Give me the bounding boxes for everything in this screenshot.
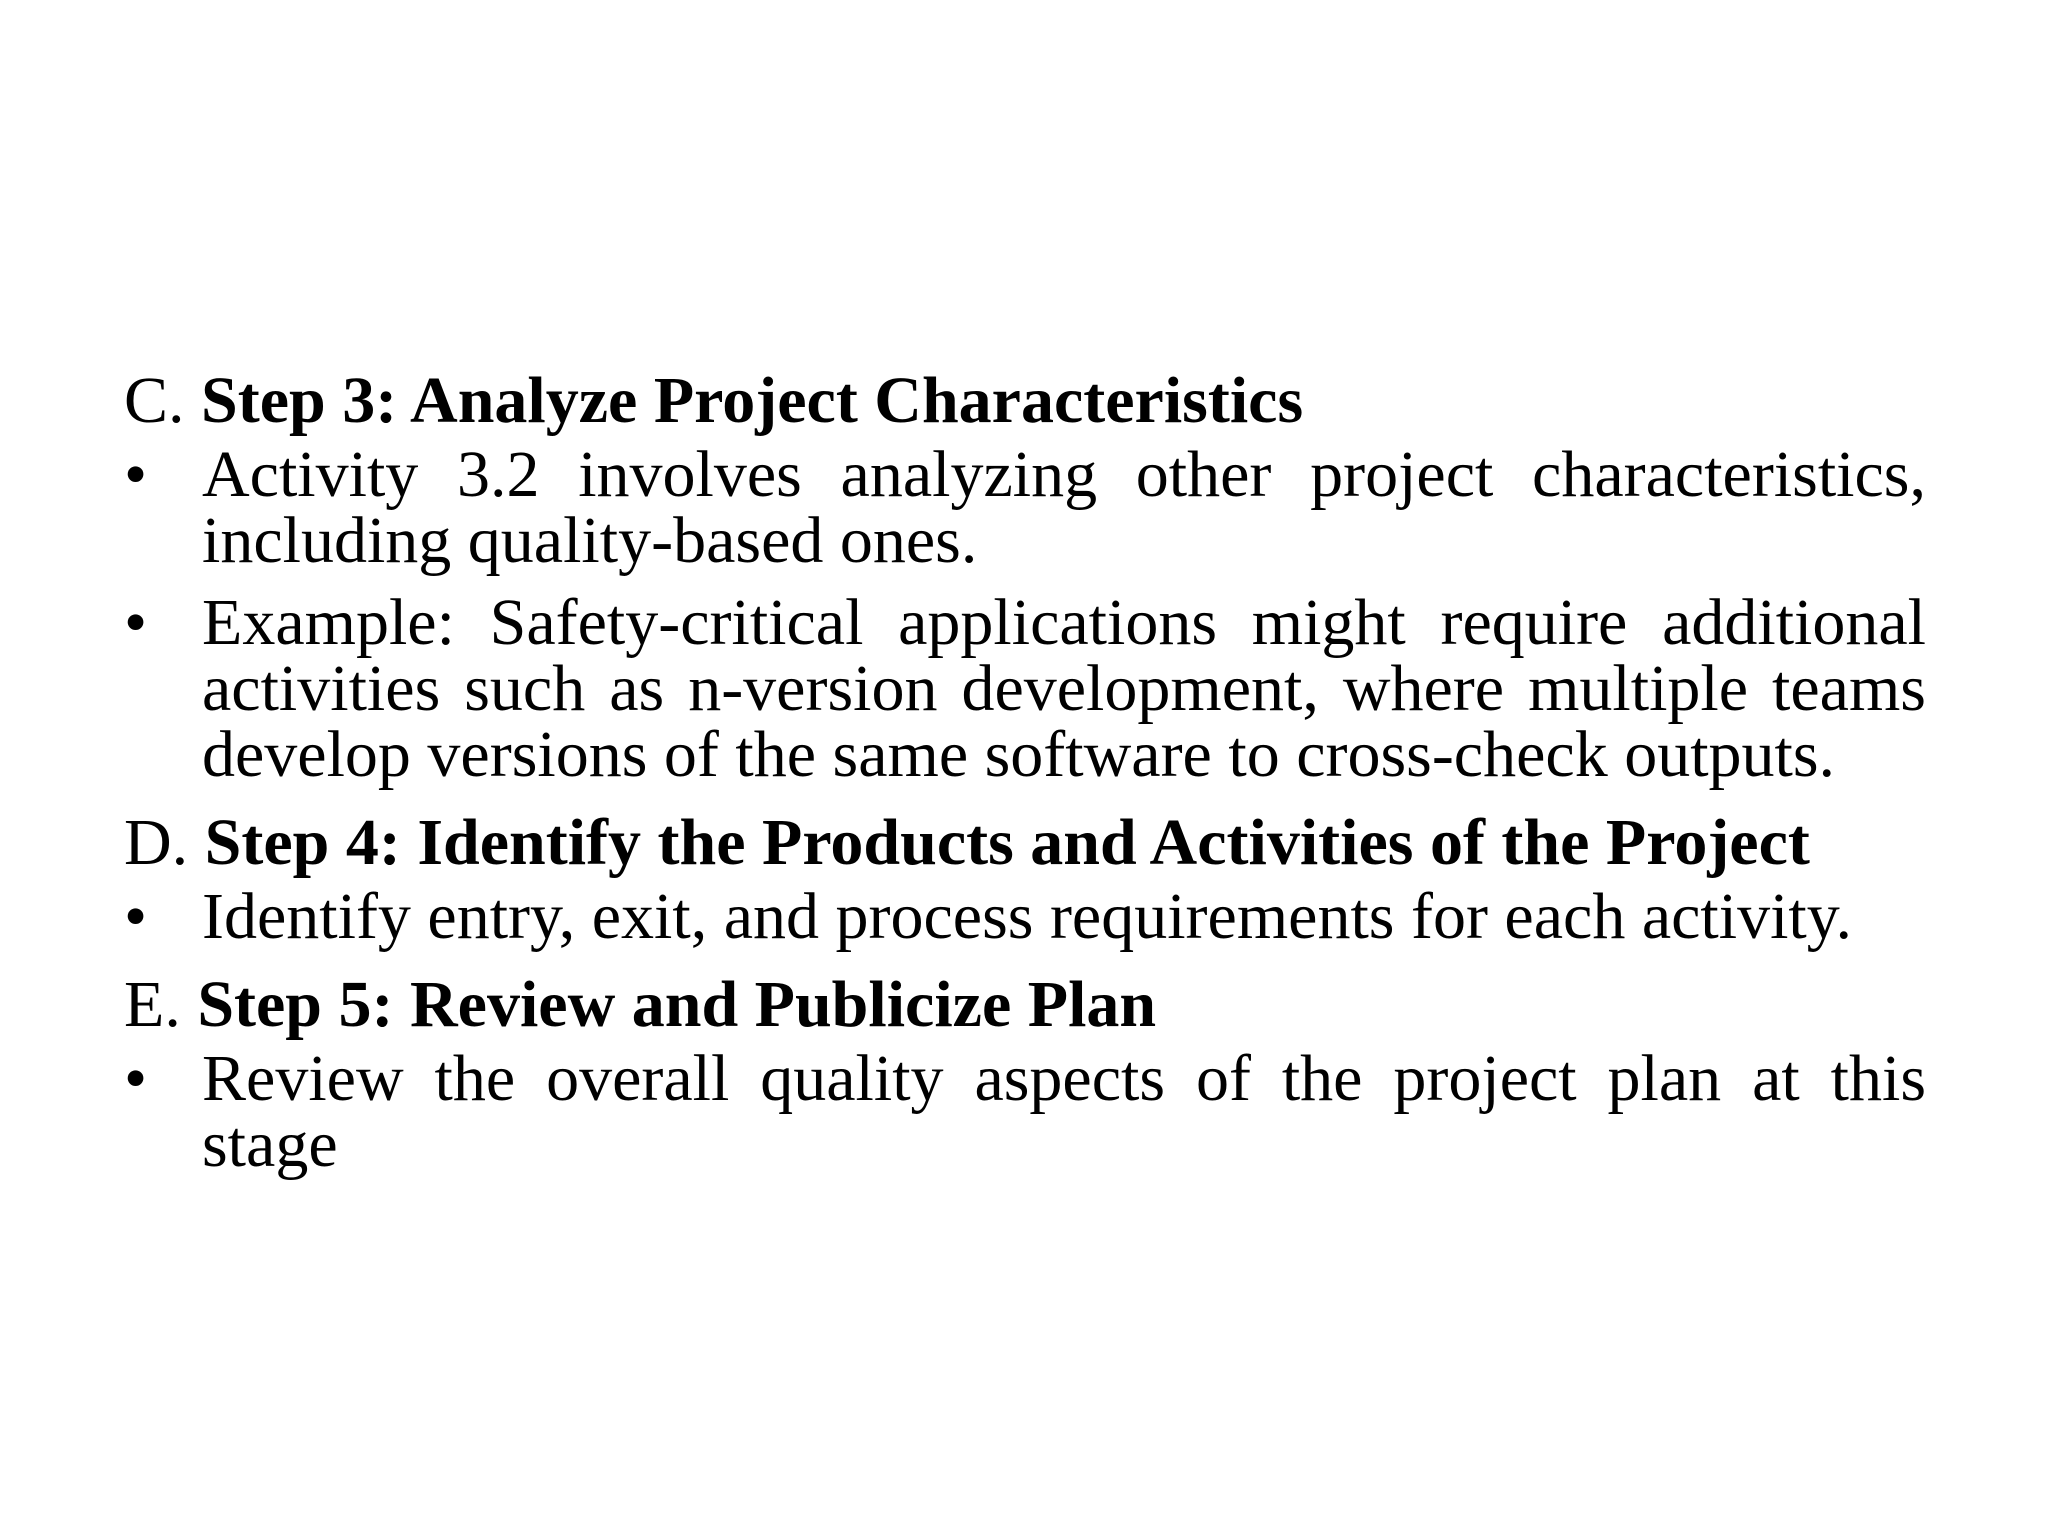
bullet-item — [124, 880, 1926, 953]
section-heading-step-3 — [124, 362, 1926, 440]
bullet-item — [124, 438, 1926, 577]
section-letter: C. — [124, 364, 185, 437]
bullet-item — [124, 586, 1926, 791]
bullet-text: Review the overall quality aspects of the project plan at this stage — [202, 1042, 1926, 1181]
section-heading-step-4 — [124, 804, 1926, 882]
slide-content — [124, 362, 1926, 1194]
section-heading-step-5 — [124, 966, 1926, 1044]
bullet-text: Identify entry, exit, and process requirements for each activity. — [202, 880, 1852, 953]
section-title: Step 5: Review and Publicize Plan — [197, 968, 1157, 1041]
section-title: Step 4: Identify the Products and Activities of the Project — [204, 806, 1810, 879]
bullet-icon: • — [124, 586, 148, 659]
bullet-text: Activity 3.2 involves analyzing other project characteristics, including quality-based ones. — [202, 438, 1926, 577]
bullet-item — [124, 1042, 1926, 1181]
bullet-icon: • — [124, 880, 148, 953]
bullet-text: Example: Safety-critical applications might require additional activities such as n-version development, where multiple teams develop versions of the same software to cross-check outputs. — [202, 586, 1926, 791]
section-letter: E. — [124, 968, 181, 1041]
section-title: Step 3: Analyze Project Characteristics — [201, 364, 1304, 437]
bullet-icon: • — [124, 438, 148, 511]
bullet-icon: • — [124, 1042, 148, 1115]
section-letter: D. — [124, 806, 189, 879]
